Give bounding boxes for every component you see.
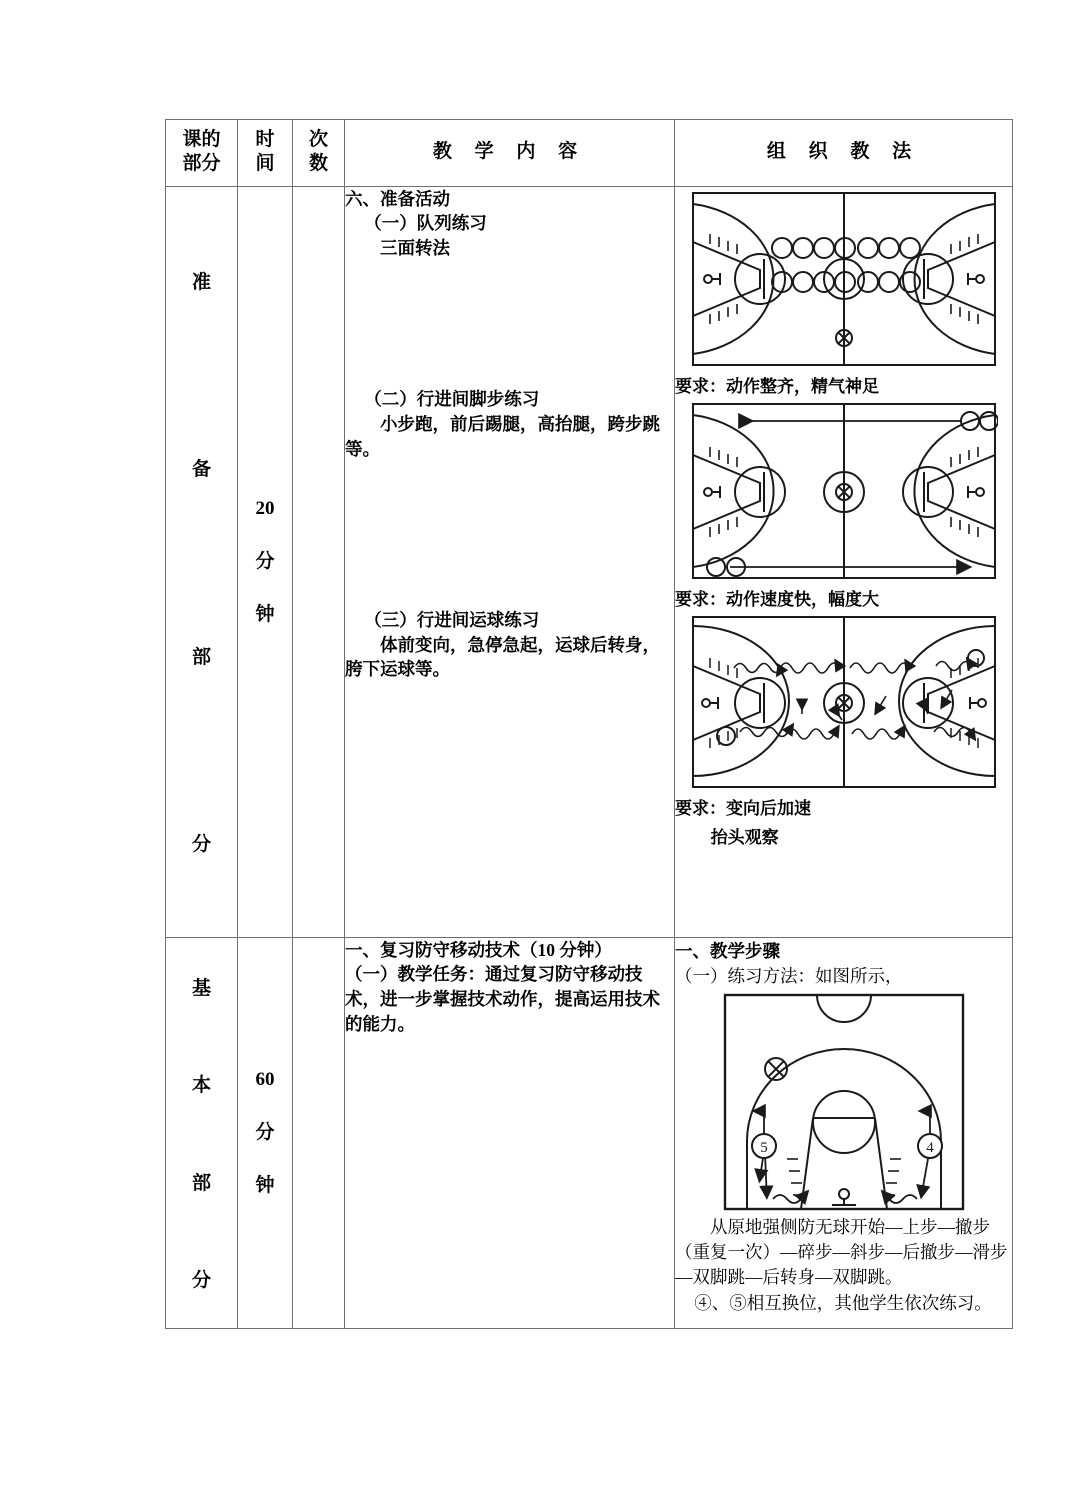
row2-time-stack [238,938,292,1328]
row1-reps-cell [293,186,345,937]
row2-time-char-1: 分 [255,1121,275,1143]
row2-time-char-0: 60 [255,1068,275,1090]
header-time-line1: 时 [255,129,275,150]
row2-part-char-2: 部 [191,1172,211,1194]
player-markers-row-top [772,238,920,258]
row2-reps-cell [293,937,345,1328]
row2-part-char-1: 本 [191,1075,211,1097]
row1-sub2-item: 小步跑，前后踢腿，高抬腿，跨步跳等。 [345,414,660,459]
header-reps-line2: 数 [308,153,328,175]
requirement-3-line1: 要求：变向后加速 [675,798,811,818]
court-diagram-dribbling [690,614,998,790]
content-spacer-3 [345,462,674,536]
court-diagram-1-wrap [675,190,1012,368]
player-markers-row-bottom [772,272,920,292]
row2-part-char-3: 分 [191,1270,211,1292]
row1-sub3-item: 体前变向，急停急起，运球后转身，胯下运球等。 [345,634,660,680]
row2-task: （一）教学任务：通过复习防守移动技术，进一步掌握技术动作，提高运用技术的能力。 [345,964,660,1035]
row2-heading: 一、复习防守移动技术（10 分钟） [345,939,612,960]
table-row [166,186,1013,937]
row1-time-cell [238,186,293,937]
row1-part-char-2: 部 [191,646,211,668]
row1-part-char-0: 准 [191,271,211,293]
header-reps-line1: 次 [308,129,328,150]
header-cell-part [166,120,238,187]
header-cell-reps [293,120,345,187]
court-diagram-half-court-drill [721,991,967,1213]
header-part-line1: 课的 [182,129,221,150]
svg-text:5: 5 [759,1139,768,1156]
row1-heading: 六、准备活动 [345,188,450,209]
requirement-3-line2: 抬头观察 [710,827,779,847]
row1-sub1-item: 三面转法 [380,238,450,259]
row2-reps-value [293,938,344,952]
org-description: 从原地强侧防无球开始—上步—撤步（重复一次）—碎步—斜步—后撤步—滑步—双脚跳—后转身—双脚跳。 [675,1216,1008,1288]
content-spacer-4 [345,536,674,588]
row2-time-cell [238,937,293,1328]
requirement-1: 要求：动作整齐，精气神足 [675,376,879,396]
court-diagram-formation [690,190,998,368]
court-diagram-3-wrap [675,614,1012,790]
org-swap-note: ④、⑤相互换位，其他学生依次练习。 [694,1292,992,1313]
row1-reps-value [293,187,344,201]
player-marker-4 [918,1134,942,1158]
row1-part-stack [166,187,237,937]
row1-sub1: （一）队列练习 [364,213,487,234]
row1-part-char-3: 分 [191,834,211,856]
org-heading: 一、教学步骤 [675,940,780,961]
content-spacer-5 [345,588,674,608]
row1-time-char-1: 分 [255,550,275,572]
row2-organization-cell [675,937,1013,1328]
header-cell-time [238,120,293,187]
table-row [166,937,1013,1328]
row2-part-cell [166,937,238,1328]
header-cell-organization: 组 织 教 法 [675,120,1013,187]
header-time-line2: 间 [255,153,275,175]
svg-text:4: 4 [925,1139,934,1156]
row1-organization-cell [675,186,1013,937]
player-marker-5 [752,1134,776,1158]
header-part-line2: 部分 [182,153,221,175]
org-method-label: （一）练习方法：如图所示， [675,965,903,986]
row1-part-cell [166,186,238,937]
row1-part-char-1: 备 [191,459,211,481]
header-cell-content: 教 学 内 容 [345,120,675,187]
row2-part-char-0: 基 [191,977,211,999]
row2-content-cell [345,937,675,1328]
content-spacer-1 [345,261,674,335]
row1-time-char-0: 20 [255,497,275,519]
court-diagram-footwork [690,401,998,581]
lesson-plan-table [165,119,1013,1329]
content-spacer-2 [345,335,674,387]
row1-time-stack [238,187,292,937]
row1-time-char-2: 钟 [255,603,275,625]
row2-time-char-2: 钟 [255,1174,275,1196]
court-diagram-4-wrap [675,991,1012,1213]
row1-sub3: （三）行进间运球练习 [364,609,540,630]
row1-content-cell [345,186,675,937]
court-diagram-2-wrap [675,401,1012,581]
row1-sub2: （二）行进间脚步练习 [364,389,540,410]
row2-part-stack [166,938,237,1328]
table-header-row [166,120,1013,187]
requirement-2: 要求：动作速度快，幅度大 [675,589,879,609]
